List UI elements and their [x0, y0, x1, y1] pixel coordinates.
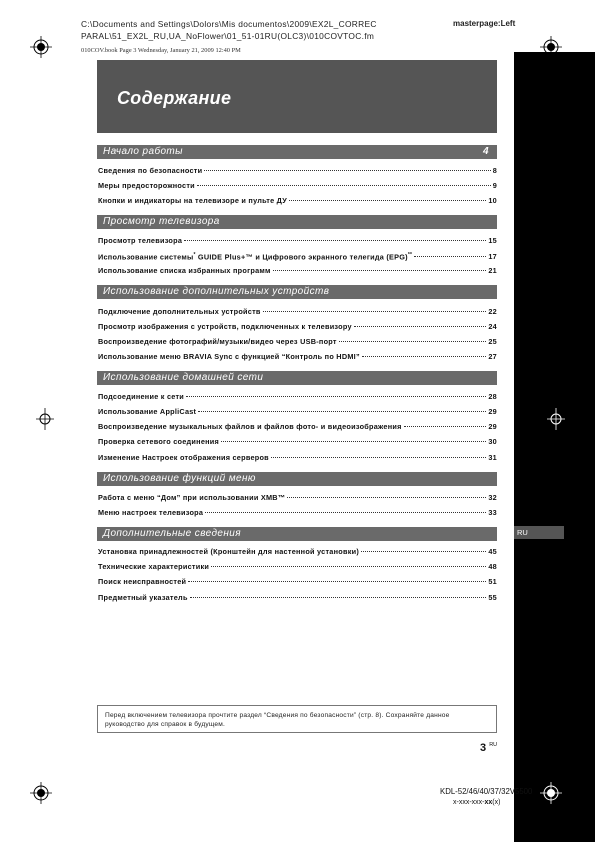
toc-entry-label: Технические характеристики [98, 562, 210, 571]
toc-entry-label: Проверка сетевого соединения [98, 437, 220, 446]
section-header-additional-info [97, 527, 497, 541]
toc-entry-label: Воспроизведение фотографий/музыки/видео через USB-порт [98, 337, 337, 346]
toc-entry[interactable] [98, 421, 497, 432]
dot-leader [354, 326, 487, 327]
crosshair-mark-icon [547, 408, 565, 430]
dot-leader [404, 426, 487, 427]
section-title: Использование дополнительных устройств [103, 286, 330, 297]
page-number-value: 3 [480, 742, 487, 754]
toc-entry-page: 8 [492, 166, 497, 175]
registration-mark-icon [540, 782, 562, 804]
dot-leader [184, 240, 486, 241]
file-path-line-1: C:\Documents and Settings\Dolors\Mis documentos\2009\EX2L_CORREC [81, 19, 377, 29]
toc-entry[interactable] [98, 306, 497, 317]
toc-entry-page: 29 [488, 407, 497, 416]
toc-entry-page: 31 [488, 453, 497, 462]
toc-entry-label: Установка принадлежностей (Кронштейн для настенной установки) [98, 547, 360, 556]
dot-leader [289, 200, 486, 201]
toc-entry-page: 17 [488, 252, 497, 262]
dot-leader [197, 185, 491, 186]
toc-entry-page: 45 [488, 547, 497, 556]
model-number: KDL-52/46/40/37/32V5500 [440, 787, 533, 796]
toc-entry-page: 55 [488, 593, 497, 602]
toc-entry-label: Изменение Настроек отображения серверов [98, 453, 269, 462]
file-path [81, 18, 377, 42]
toc-entry-label: Предметный указатель [98, 593, 188, 602]
toc-entry-page: 48 [488, 562, 497, 571]
toc-entry[interactable] [98, 351, 497, 362]
section-page: 4 [483, 146, 489, 157]
toc-entry[interactable] [98, 576, 497, 587]
toc-entry[interactable] [98, 436, 497, 447]
toc-entry-label: Подключение дополнительных устройств [98, 307, 261, 316]
dot-leader [273, 270, 487, 271]
toc-entry[interactable] [98, 452, 497, 463]
toc-entry-page: 25 [488, 337, 497, 346]
dot-leader [271, 457, 486, 458]
toc-entry-label: Сведения по безопасности [98, 166, 203, 175]
masterpage-label: masterpage:Left [453, 19, 516, 28]
section-title: Использование домашней сети [103, 372, 264, 383]
toc-entry-page: 9 [492, 181, 497, 190]
toc-entry-label: Использование списка избранных программ [98, 266, 271, 275]
dot-leader [287, 497, 486, 498]
registration-mark-icon [30, 36, 52, 58]
toc-entry-page: 29 [488, 422, 497, 431]
doc-code-prefix: x-xxx-xxx- [453, 799, 485, 806]
toc-entry[interactable] [98, 406, 497, 417]
toc-entry-page: 24 [488, 322, 497, 331]
toc-entry-label: Использование меню BRAVIA Sync с функцией “Контроль по HDMI” [98, 352, 360, 361]
toc-entry-page: 22 [488, 307, 497, 316]
toc-entry[interactable] [98, 592, 497, 603]
toc-entry-page: 33 [488, 508, 497, 517]
dot-leader [221, 441, 486, 442]
label-part-1: Использование системы [98, 252, 194, 262]
section-header-home-network [97, 371, 497, 385]
toc-entry[interactable] [98, 561, 497, 572]
toc-entry[interactable] [98, 321, 497, 332]
toc-entry[interactable] [98, 336, 497, 347]
label-part-2: GUIDE Plus+™ и Цифрового экранного телегида (EPG) [195, 252, 408, 262]
toc-entry-label: Воспроизведение музыкальных файлов и файлов фото- и видеоизображения [98, 422, 402, 431]
dot-leader [188, 581, 486, 582]
section-header-menu-functions [97, 472, 497, 486]
toc-entry-page: 32 [488, 493, 497, 502]
toc-entry-label: Кнопки и индикаторы на телевизоре и пульте ДУ [98, 196, 288, 205]
toc-entry[interactable] [98, 235, 497, 246]
toc-entry-label: Меню настроек телевизора [98, 508, 204, 517]
dot-leader [190, 597, 487, 598]
toc-entry-label: Меры предосторожности [98, 181, 195, 190]
title-banner [97, 60, 497, 133]
page-title: Содержание [117, 88, 232, 108]
dot-leader [361, 551, 486, 552]
toc-entry-label: Использование AppliCast [98, 407, 197, 416]
document-code [453, 799, 500, 806]
toc-entry[interactable] [98, 195, 497, 206]
language-badge: RU [514, 526, 564, 539]
dot-leader [198, 411, 486, 412]
dot-leader [204, 170, 490, 171]
page-number [480, 742, 497, 754]
dot-leader [414, 256, 486, 257]
side-tab-bar [514, 52, 595, 842]
doc-code-paren: (x) [492, 799, 501, 806]
toc-entry-page: 51 [488, 577, 497, 586]
toc-entry[interactable] [98, 492, 497, 503]
footnote-mark: * [193, 252, 196, 258]
section-title: Просмотр телевизора [103, 216, 220, 227]
toc-entry-page: 30 [488, 437, 497, 446]
toc-entry[interactable] [98, 507, 497, 518]
toc-entry-label: Просмотр изображения с устройств, подключенных к телевизору [98, 322, 352, 331]
registration-mark-icon [540, 36, 562, 58]
section-header-getting-started [97, 145, 497, 159]
dot-leader [362, 356, 487, 357]
toc-entry[interactable] [98, 180, 497, 191]
dot-leader [205, 512, 486, 513]
toc-entry-label [98, 250, 412, 262]
toc-entry[interactable] [98, 250, 497, 261]
dot-leader [263, 311, 487, 312]
toc-entry-page: 10 [488, 196, 497, 205]
registration-mark-icon [30, 782, 52, 804]
toc-entry[interactable] [98, 265, 497, 276]
toc-entry-page: 15 [488, 236, 497, 245]
page-number-lang: RU [489, 742, 498, 748]
toc-entry[interactable] [98, 165, 497, 176]
toc-entry-page: 21 [488, 266, 497, 275]
section-title: Использование функций меню [103, 473, 256, 484]
toc-entry-label: Просмотр телевизора [98, 236, 183, 245]
toc-entry-page: 27 [488, 352, 497, 361]
section-header-watching-tv [97, 215, 497, 229]
print-stamp: 010COV.book Page 3 Wednesday, January 21, 2009 12:40 PM [81, 47, 241, 54]
toc-entry-label: Подсоединение к сети [98, 392, 185, 401]
dot-leader [339, 341, 487, 342]
file-path-line-2: PARAL\51_EX2L_RU,UA_NoFlower\01_51-01RU(OLC3)\010COVTOC.fm [81, 31, 375, 41]
toc-entry-label: Работа с меню “Дом” при использовании XMB™ [98, 493, 286, 502]
section-header-optional-devices [97, 285, 497, 299]
dot-leader [211, 566, 486, 567]
toc-entry[interactable] [98, 391, 497, 402]
crosshair-mark-icon [36, 408, 54, 430]
toc-entry-label: Поиск неисправностей [98, 577, 187, 586]
footnote-mark: ** [407, 252, 413, 258]
safety-notice: Перед включением телевизора прочтите раздел “Сведения по безопасности” (стр. 8). Сохраняйте данное руководство для справок в будущем. [97, 705, 497, 733]
toc-entry-page: 28 [488, 392, 497, 401]
doc-code-suffix: xx [484, 799, 493, 806]
section-title: Начало работы [103, 146, 183, 157]
dot-leader [186, 396, 486, 397]
section-title: Дополнительные сведения [103, 528, 241, 539]
toc-entry[interactable] [98, 546, 497, 557]
